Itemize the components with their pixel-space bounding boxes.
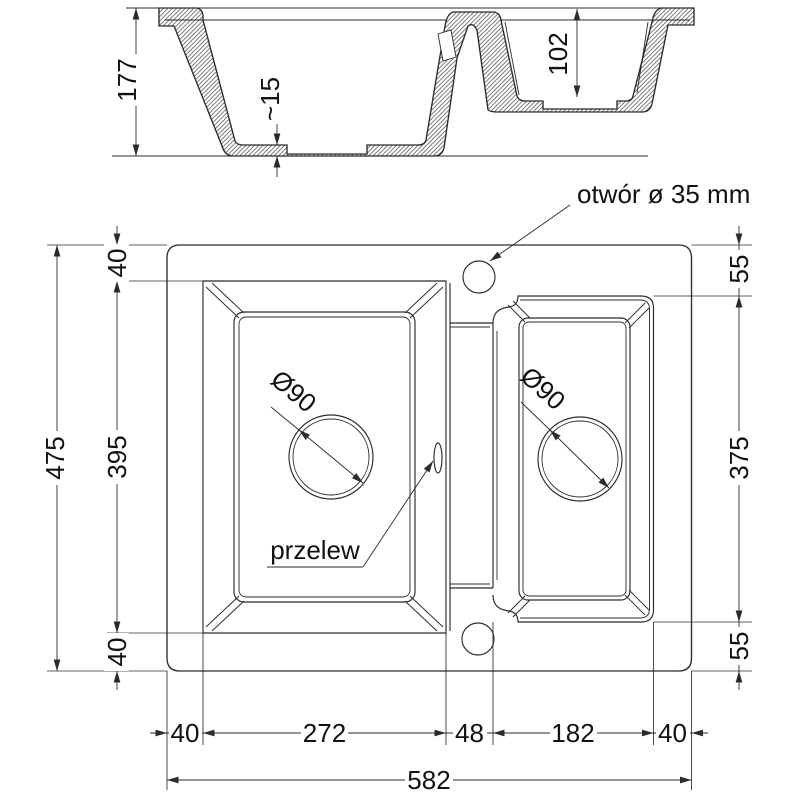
bevel-line (508, 596, 525, 613)
dim-label-group (724, 627, 754, 665)
dim-55-bottom-label: 55 (724, 631, 754, 661)
bevel-line (410, 596, 443, 627)
right-bowl-corner-bevels (508, 301, 649, 617)
dim-395-label: 395 (102, 435, 132, 479)
section-solid-hatched (159, 8, 694, 156)
bevel-line (206, 287, 239, 318)
dim-40-right-label: 40 (658, 718, 687, 748)
bevel-line (629, 590, 649, 610)
diameter-line (550, 430, 609, 488)
bevel-line (625, 303, 645, 323)
channel (450, 323, 497, 588)
plan-view (167, 245, 692, 671)
right-bowl (493, 296, 654, 622)
dim-475-label: 475 (40, 436, 70, 480)
dim-48-label: 48 (455, 718, 484, 748)
bevel-line (508, 305, 525, 322)
dim-base-thickness (255, 77, 285, 177)
left-drain-label: Ø90 (265, 363, 323, 419)
dim-label-group (102, 633, 132, 671)
bevel-line (629, 308, 649, 328)
dim-177-label: 177 (112, 58, 142, 102)
leader-line (363, 461, 433, 567)
labels (265, 179, 750, 567)
right-drain-label: Ø90 (514, 360, 572, 416)
dim-40-bottom-label: 40 (102, 637, 132, 667)
dim-15-label: ~15 (255, 76, 285, 122)
bevel-line (212, 283, 244, 313)
bevel-line (625, 595, 645, 615)
bevel-line (405, 283, 437, 313)
dim-55-top-label: 55 (724, 254, 754, 284)
leader-line (490, 205, 570, 261)
dim-40-top-label: 40 (102, 248, 132, 278)
dim-375-label: 375 (724, 436, 754, 480)
dim-label-group (102, 430, 132, 484)
diameter-line (299, 430, 363, 483)
tap-hole-top (463, 261, 495, 293)
sink-outline (167, 245, 692, 671)
left-bowl-corner-bevels (206, 283, 443, 631)
bevel-line (212, 601, 244, 631)
dim-label-group (112, 54, 142, 106)
bevel-line (405, 601, 437, 631)
plan-dimensions (40, 226, 754, 795)
bevel-line (513, 301, 530, 318)
bevel-line (513, 600, 530, 617)
dim-272-label: 272 (302, 718, 347, 748)
dim-label-group (102, 244, 132, 282)
dim-overall-length (40, 245, 70, 671)
bevel-line (410, 287, 443, 318)
dim-left-column (102, 226, 132, 690)
dim-bottom-row (150, 718, 708, 748)
dim-label-group (724, 250, 754, 288)
dim-label-group (724, 431, 754, 485)
dim-right-bowl-depth (543, 9, 577, 97)
extension-lines (47, 245, 752, 790)
dim-overall-height (112, 8, 159, 156)
dim-182-label: 182 (551, 718, 595, 748)
tap-hole-label: otwór ø 35 mm (577, 179, 751, 209)
dim-label-group (543, 32, 573, 75)
overflow-slot (434, 443, 442, 473)
tap-hole-bottom (462, 623, 494, 655)
dim-label-group (265, 364, 322, 419)
dim-102-label: 102 (543, 32, 573, 76)
dim-overall-width (167, 765, 692, 795)
overflow-label: przelew (270, 535, 360, 565)
dim-40-left-label: 40 (170, 718, 200, 748)
tap-hole-callout (490, 179, 750, 261)
bevel-line (206, 596, 239, 627)
overflow-callout (267, 461, 433, 567)
section-view (112, 8, 694, 177)
dim-582-label: 582 (407, 765, 451, 795)
dim-label-group (40, 431, 70, 485)
left-bowl (203, 281, 450, 633)
dim-label-group (255, 77, 285, 121)
